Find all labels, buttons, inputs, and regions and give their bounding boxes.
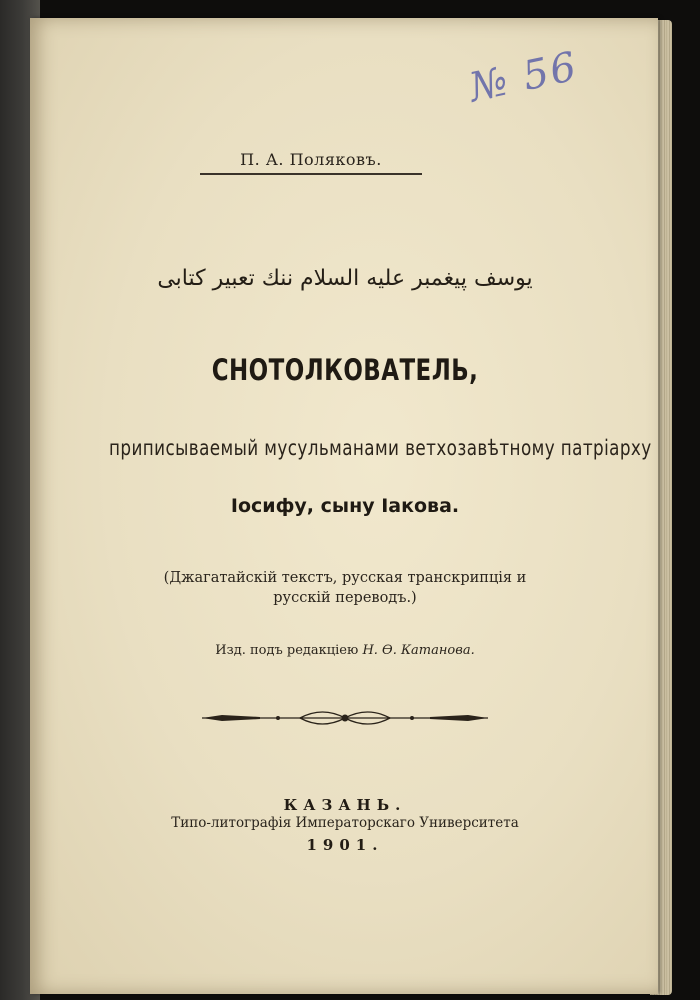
text-description-line-1: (Джагатайскій текстъ, русская транскрипція и <box>163 570 527 586</box>
editor-name: Н. Ѳ. Катанова. <box>362 643 475 658</box>
editor-line <box>110 643 580 658</box>
subtitle-line-2: Іосифу, сыну Іакова. <box>230 495 460 517</box>
publication-city: КАЗАНЬ. <box>283 796 407 814</box>
arabic-title: یوسف پیغمبر علیه السلام ننك تعبیر کتابی <box>157 266 533 291</box>
ornament-divider <box>200 708 490 728</box>
inventory-number: № 56 <box>465 43 583 112</box>
publication-year: 1901. <box>306 836 384 854</box>
author-underline <box>200 173 422 175</box>
publisher: Типо-литографія Императорскаго Университета <box>171 815 519 831</box>
editor-prefix: Изд. подъ редакціею <box>215 643 359 658</box>
book-title: СНОТОЛКОВАТЕЛЬ, <box>211 353 479 387</box>
author-name: П. А. Поляковъ. <box>240 150 382 169</box>
text-description <box>90 568 600 608</box>
title-page <box>30 18 658 994</box>
subtitle-line-1: приписываемый мусульманами ветхозавѣтному патріарху <box>109 436 652 460</box>
text-description-line-2: русскій переводъ.) <box>273 590 417 606</box>
